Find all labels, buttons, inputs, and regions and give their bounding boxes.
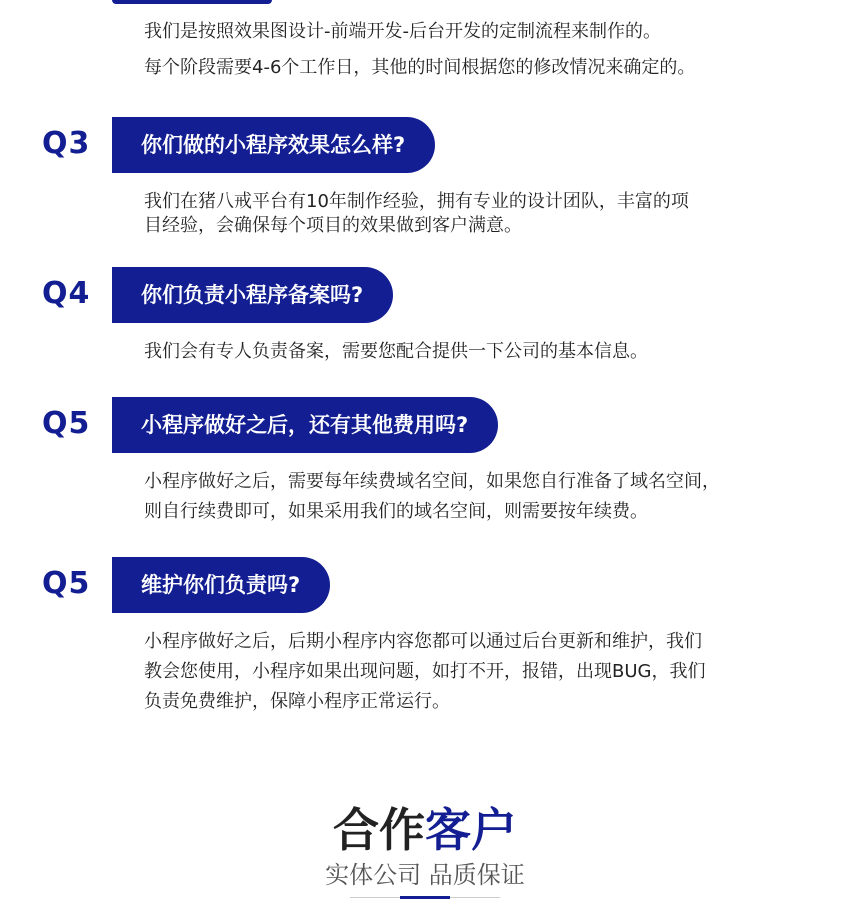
previous-question-pill-edge <box>112 0 272 4</box>
faq-q5-fees-answer-line-1: 小程序做好之后，需要每年续费域名空间，如果您自行准备了域名空间， <box>144 471 720 492</box>
faq-q3-answer-line-1: 我们在猪八戒平台有10年制作经验，拥有专业的设计团队，丰富的项 <box>144 191 689 212</box>
faq-q5-maintenance-label: Q5 <box>42 566 91 601</box>
partners-section-subtitle: 实体公司 品质保证 <box>325 861 525 889</box>
section-title-part1: 合作 <box>333 803 425 857</box>
intro-answer-line-1: 我们是按照效果图设计-前端开发-后台开发的定制流程来制作的。 <box>144 21 661 42</box>
section-title-part2: 客户 <box>425 803 517 857</box>
partners-section-title <box>0 800 850 860</box>
faq-q4-question: 你们负责小程序备案吗? <box>112 267 393 323</box>
faq-q5-maintenance-answer-line-2: 教会您使用，小程序如果出现问题，如打不开，报错，出现BUG，我们 <box>144 661 706 682</box>
faq-q5-maintenance-answer-line-3: 负责免费维护，保障小程序正常运行。 <box>144 691 450 712</box>
faq-q5-maintenance-question: 维护你们负责吗? <box>112 557 330 613</box>
section-divider-accent <box>400 896 450 899</box>
faq-q3-label: Q3 <box>42 126 91 161</box>
faq-q5-maintenance-answer-line-1: 小程序做好之后，后期小程序内容您都可以通过后台更新和维护，我们 <box>144 631 702 652</box>
faq-q5-fees-question: 小程序做好之后，还有其他费用吗? <box>112 397 498 453</box>
faq-q3-answer-line-2: 目经验，会确保每个项目的效果做到客户满意。 <box>144 215 522 236</box>
faq-q5-fees-answer-line-2: 则自行续费即可，如果采用我们的域名空间，则需要按年续费。 <box>144 501 648 522</box>
intro-answer-line-2: 每个阶段需要4-6个工作日，其他的时间根据您的修改情况来确定的。 <box>144 57 696 78</box>
faq-q3-question: 你们做的小程序效果怎么样? <box>112 117 435 173</box>
faq-q5-fees-label: Q5 <box>42 406 91 441</box>
faq-q4-answer-line-1: 我们会有专人负责备案，需要您配合提供一下公司的基本信息。 <box>144 341 648 362</box>
faq-q4-label: Q4 <box>42 276 91 311</box>
